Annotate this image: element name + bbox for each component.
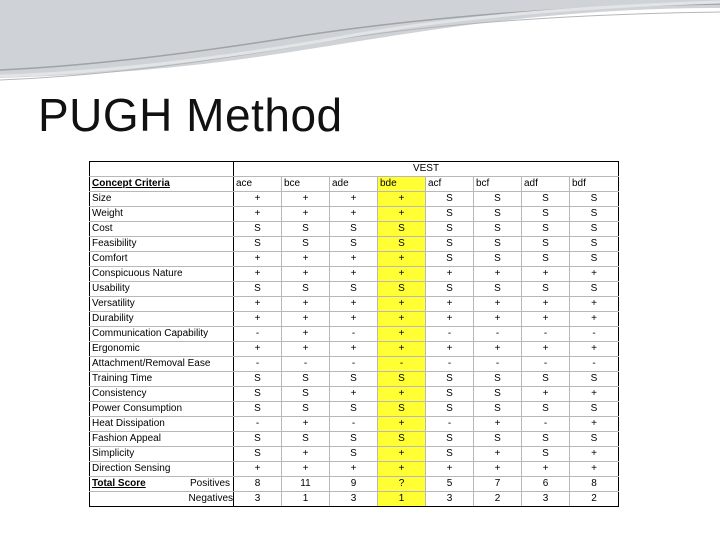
score-cell: - <box>426 327 474 342</box>
score-cell: + <box>378 297 426 312</box>
column-header-bde: bde <box>378 177 426 192</box>
score-cell: + <box>330 207 378 222</box>
score-cell: + <box>378 327 426 342</box>
score-cell: + <box>522 462 570 477</box>
negatives-row <box>90 492 619 507</box>
column-header-bdf: bdf <box>570 177 619 192</box>
score-cell: S <box>522 237 570 252</box>
score-cell: + <box>426 312 474 327</box>
slide-title: PUGH Method <box>38 89 343 141</box>
criteria-row <box>90 372 619 387</box>
score-cell: + <box>570 312 619 327</box>
score-cell: - <box>234 417 282 432</box>
column-header-bce: bce <box>282 177 330 192</box>
header-swoosh-decoration <box>0 0 720 95</box>
score-cell: + <box>426 297 474 312</box>
score-cell: S <box>426 222 474 237</box>
criteria-label: Durability <box>90 312 234 327</box>
score-cell: + <box>378 192 426 207</box>
criteria-label: Simplicity <box>90 447 234 462</box>
score-cell: S <box>234 447 282 462</box>
criteria-label: Ergonomic <box>90 342 234 357</box>
score-cell: S <box>522 372 570 387</box>
score-cell: + <box>282 267 330 282</box>
negatives-value: 3 <box>426 492 474 507</box>
score-cell: S <box>330 372 378 387</box>
score-cell: - <box>522 417 570 432</box>
score-cell: S <box>474 192 522 207</box>
criteria-row <box>90 297 619 312</box>
score-cell: + <box>234 192 282 207</box>
criteria-row <box>90 222 619 237</box>
positives-value: 6 <box>522 477 570 492</box>
score-cell: + <box>234 297 282 312</box>
score-cell: + <box>474 267 522 282</box>
score-cell: S <box>282 282 330 297</box>
score-cell: S <box>378 372 426 387</box>
score-cell: S <box>426 432 474 447</box>
score-cell: - <box>474 327 522 342</box>
criteria-header: Concept Criteria <box>90 177 234 192</box>
score-cell: S <box>330 237 378 252</box>
score-cell: + <box>330 297 378 312</box>
criteria-row <box>90 312 619 327</box>
score-cell: S <box>474 222 522 237</box>
column-header-bcf: bcf <box>474 177 522 192</box>
score-cell: + <box>378 207 426 222</box>
score-cell: S <box>570 402 619 417</box>
score-cell: - <box>474 357 522 372</box>
score-cell: - <box>234 327 282 342</box>
score-cell: S <box>522 402 570 417</box>
score-cell: + <box>378 267 426 282</box>
criteria-label: Power Consumption <box>90 402 234 417</box>
score-cell: S <box>330 402 378 417</box>
positives-row <box>90 477 619 492</box>
score-cell: S <box>330 432 378 447</box>
score-cell: + <box>330 342 378 357</box>
score-cell: S <box>426 207 474 222</box>
score-cell: S <box>426 387 474 402</box>
score-cell: + <box>282 192 330 207</box>
score-cell: - <box>522 357 570 372</box>
negatives-value: 1 <box>282 492 330 507</box>
score-cell: - <box>378 357 426 372</box>
score-cell: + <box>330 192 378 207</box>
score-cell: + <box>378 312 426 327</box>
score-cell: S <box>282 372 330 387</box>
score-cell: + <box>474 417 522 432</box>
score-cell: S <box>570 252 619 267</box>
score-cell: + <box>282 297 330 312</box>
score-cell: + <box>282 462 330 477</box>
score-cell: S <box>378 432 426 447</box>
negatives-value: 1 <box>378 492 426 507</box>
score-cell: - <box>426 417 474 432</box>
score-cell: - <box>282 357 330 372</box>
score-cell: S <box>330 222 378 237</box>
score-cell: S <box>570 237 619 252</box>
negatives-value: 3 <box>234 492 282 507</box>
score-cell: + <box>282 312 330 327</box>
score-cell: + <box>426 462 474 477</box>
criteria-row <box>90 207 619 222</box>
score-cell: + <box>378 252 426 267</box>
score-cell: + <box>378 462 426 477</box>
positives-label: Positives <box>189 478 230 489</box>
score-cell: S <box>474 402 522 417</box>
score-cell: S <box>426 237 474 252</box>
score-cell: S <box>234 402 282 417</box>
score-cell: S <box>426 192 474 207</box>
criteria-label: Cost <box>90 222 234 237</box>
score-cell: S <box>474 237 522 252</box>
score-cell: + <box>234 342 282 357</box>
score-cell: S <box>378 282 426 297</box>
score-cell: S <box>282 387 330 402</box>
criteria-label: Size <box>90 192 234 207</box>
score-cell: + <box>570 267 619 282</box>
score-cell: + <box>234 252 282 267</box>
positives-value: 7 <box>474 477 522 492</box>
score-cell: S <box>474 387 522 402</box>
score-cell: + <box>522 312 570 327</box>
score-cell: + <box>282 342 330 357</box>
column-header-ade: ade <box>330 177 378 192</box>
score-cell: + <box>330 387 378 402</box>
score-cell: S <box>282 222 330 237</box>
score-cell: + <box>378 447 426 462</box>
score-cell: - <box>570 357 619 372</box>
score-cell: S <box>522 222 570 237</box>
score-cell: + <box>570 462 619 477</box>
table-group-row <box>90 162 619 177</box>
score-cell: + <box>234 462 282 477</box>
score-cell: + <box>570 417 619 432</box>
criteria-row <box>90 327 619 342</box>
score-cell: S <box>474 252 522 267</box>
score-cell: S <box>378 237 426 252</box>
score-cell: - <box>522 327 570 342</box>
score-cell: - <box>330 417 378 432</box>
score-cell: S <box>474 432 522 447</box>
criteria-row <box>90 387 619 402</box>
score-cell: S <box>234 432 282 447</box>
score-cell: S <box>474 207 522 222</box>
positives-value: ? <box>378 477 426 492</box>
criteria-label: Weight <box>90 207 234 222</box>
score-cell: - <box>330 357 378 372</box>
criteria-label: Fashion Appeal <box>90 432 234 447</box>
negatives-value: 2 <box>570 492 619 507</box>
score-cell: S <box>570 372 619 387</box>
criteria-label: Usability <box>90 282 234 297</box>
score-cell: + <box>282 252 330 267</box>
score-cell: + <box>522 267 570 282</box>
score-cell: + <box>234 267 282 282</box>
score-cell: + <box>426 342 474 357</box>
positives-value: 8 <box>234 477 282 492</box>
criteria-label: Versatility <box>90 297 234 312</box>
score-cell: S <box>522 252 570 267</box>
positives-value: 11 <box>282 477 330 492</box>
score-cell: S <box>426 372 474 387</box>
score-cell: S <box>426 402 474 417</box>
score-cell: S <box>330 447 378 462</box>
score-cell: + <box>282 207 330 222</box>
criteria-row <box>90 282 619 297</box>
criteria-row <box>90 432 619 447</box>
criteria-label: Feasibility <box>90 237 234 252</box>
score-cell: S <box>426 252 474 267</box>
table-header-row <box>90 177 619 192</box>
score-cell: + <box>474 312 522 327</box>
pugh-matrix-table <box>89 161 619 507</box>
score-cell: S <box>330 282 378 297</box>
table-corner-cell <box>90 162 234 177</box>
score-cell: - <box>330 327 378 342</box>
score-cell: + <box>330 312 378 327</box>
score-cell: + <box>426 267 474 282</box>
criteria-label: Direction Sensing <box>90 462 234 477</box>
score-cell: S <box>570 207 619 222</box>
score-cell: S <box>522 447 570 462</box>
score-cell: S <box>522 192 570 207</box>
score-cell: - <box>234 357 282 372</box>
positives-value: 9 <box>330 477 378 492</box>
score-cell: S <box>234 237 282 252</box>
score-cell: + <box>570 297 619 312</box>
score-cell: S <box>282 237 330 252</box>
score-cell: + <box>282 417 330 432</box>
score-cell: + <box>570 387 619 402</box>
score-cell: + <box>570 447 619 462</box>
score-cell: S <box>426 282 474 297</box>
score-cell: S <box>282 402 330 417</box>
criteria-label: Communication Capability <box>90 327 234 342</box>
score-cell: + <box>282 447 330 462</box>
column-header-acf: acf <box>426 177 474 192</box>
score-cell: + <box>330 252 378 267</box>
score-cell: S <box>282 432 330 447</box>
positives-value: 5 <box>426 477 474 492</box>
criteria-row <box>90 417 619 432</box>
total-score-label-cell <box>90 477 234 492</box>
criteria-row <box>90 342 619 357</box>
criteria-label: Consistency <box>90 387 234 402</box>
score-cell: + <box>570 342 619 357</box>
score-cell: - <box>570 327 619 342</box>
criteria-label: Attachment/Removal Ease <box>90 357 234 372</box>
score-cell: S <box>234 387 282 402</box>
score-cell: + <box>378 387 426 402</box>
column-header-ace: ace <box>234 177 282 192</box>
score-cell: S <box>522 432 570 447</box>
score-cell: S <box>570 192 619 207</box>
score-cell: + <box>522 342 570 357</box>
criteria-label: Conspicuous Nature <box>90 267 234 282</box>
score-cell: + <box>474 462 522 477</box>
score-cell: S <box>570 222 619 237</box>
score-cell: + <box>234 312 282 327</box>
group-label-vest: VEST <box>234 162 619 177</box>
negatives-value: 3 <box>522 492 570 507</box>
score-cell: S <box>234 222 282 237</box>
score-cell: S <box>570 432 619 447</box>
score-cell: + <box>282 327 330 342</box>
criteria-row <box>90 447 619 462</box>
criteria-row <box>90 402 619 417</box>
negatives-value: 2 <box>474 492 522 507</box>
score-cell: + <box>474 297 522 312</box>
negatives-label: Negatives <box>90 492 234 507</box>
score-cell: + <box>234 207 282 222</box>
score-cell: S <box>426 447 474 462</box>
score-cell: + <box>378 342 426 357</box>
score-cell: S <box>570 282 619 297</box>
score-cell: S <box>474 372 522 387</box>
score-cell: + <box>522 297 570 312</box>
score-cell: + <box>378 417 426 432</box>
criteria-row <box>90 192 619 207</box>
score-cell: + <box>474 447 522 462</box>
score-cell: + <box>474 342 522 357</box>
criteria-row <box>90 252 619 267</box>
criteria-row <box>90 462 619 477</box>
score-cell: - <box>426 357 474 372</box>
score-cell: + <box>330 267 378 282</box>
score-cell: S <box>234 282 282 297</box>
positives-value: 8 <box>570 477 619 492</box>
score-cell: + <box>522 387 570 402</box>
criteria-label: Heat Dissipation <box>90 417 234 432</box>
score-cell: S <box>234 372 282 387</box>
column-header-adf: adf <box>522 177 570 192</box>
criteria-label: Training Time <box>90 372 234 387</box>
negatives-value: 3 <box>330 492 378 507</box>
score-cell: + <box>330 462 378 477</box>
score-cell: S <box>522 282 570 297</box>
score-cell: S <box>378 222 426 237</box>
criteria-row <box>90 267 619 282</box>
score-cell: S <box>378 402 426 417</box>
score-cell: S <box>522 207 570 222</box>
criteria-row <box>90 237 619 252</box>
total-score-label: Total Score <box>92 478 146 489</box>
criteria-row <box>90 357 619 372</box>
criteria-label: Comfort <box>90 252 234 267</box>
score-cell: S <box>474 282 522 297</box>
